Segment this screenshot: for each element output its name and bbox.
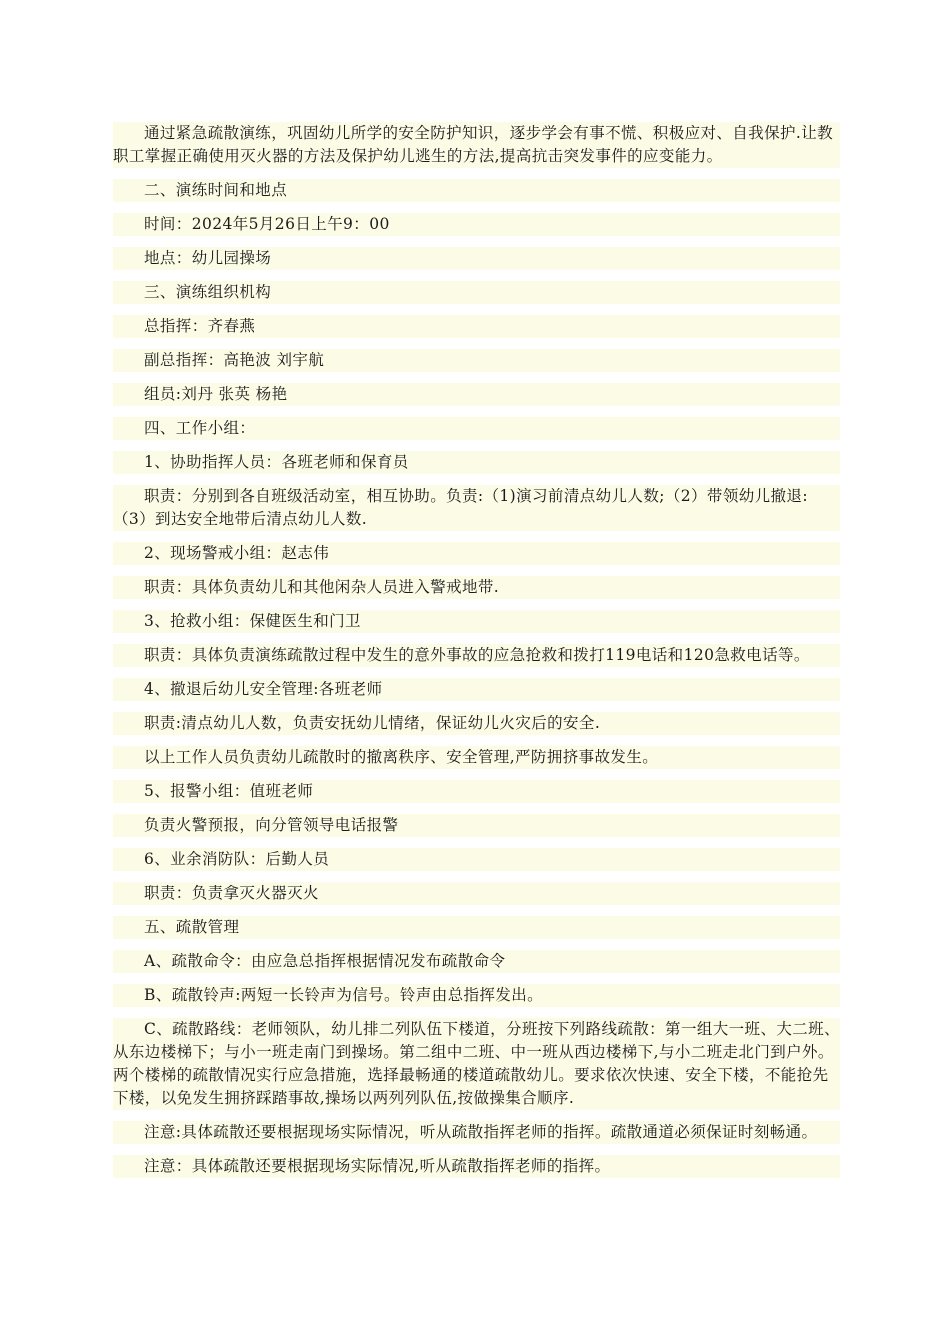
group-2-duties: 职责：具体负责幼儿和其他闲杂人员进入警戒地带.	[113, 576, 840, 599]
note-1: 注意:具体疏散还要根据现场实际情况，听从疏散指挥老师的指挥。疏散通道必须保证时刻畅通。	[113, 1121, 840, 1144]
drill-location: 地点：幼儿园操场	[113, 247, 840, 270]
team-members: 组员:刘丹 张英 杨艳	[113, 383, 840, 406]
group-5-duties: 负责火警预报，向分管领导电话报警	[113, 814, 840, 837]
deputy-commanders: 副总指挥：高艳波 刘宇航	[113, 349, 840, 372]
group-1-title: 1、协助指挥人员：各班老师和保育员	[113, 451, 840, 474]
chief-commander: 总指挥：齐春燕	[113, 315, 840, 338]
group-3-duties: 职责：具体负责演练疏散过程中发生的意外事故的应急抢救和拨打119电话和120急救电话等。	[113, 644, 840, 667]
evacuation-command: A、疏散命令：由应急总指挥根据情况发布疏散命令	[113, 950, 840, 973]
group-4-title: 4、撤退后幼儿安全管理:各班老师	[113, 678, 840, 701]
section-heading-time-place: 二、演练时间和地点	[113, 179, 840, 202]
note-2: 注意：具体疏散还要根据现场实际情况,听从疏散指挥老师的指挥。	[113, 1155, 840, 1178]
group-4-duties: 职责:清点幼儿人数，负责安抚幼儿情绪，保证幼儿火灾后的安全.	[113, 712, 840, 735]
section-heading-work-groups: 四、工作小组：	[113, 417, 840, 440]
drill-time: 时间：2024年5月26日上午9：00	[113, 213, 840, 236]
group-6-title: 6、业余消防队：后勤人员	[113, 848, 840, 871]
group-2-title: 2、现场警戒小组：赵志伟	[113, 542, 840, 565]
staff-responsibility-note: 以上工作人员负责幼儿疏散时的撤离秩序、安全管理,严防拥挤事故发生。	[113, 746, 840, 769]
evacuation-route: C、疏散路线：老师领队，幼儿排二列队伍下楼道，分班按下列路线疏散：第一组大一班、大二班、从东边楼梯下；与小一班走南门到操场。第二组中二班、中一班从西边楼梯下,与小二班走北门到户外。两个楼梯的疏散情况实行应急措施，选择最畅通的楼道疏散幼儿。要求依次快速、安全下楼，不能抢先下楼，以免发生拥挤踩踏事故,操场以两列列队伍,按做操集合顺序.	[113, 1018, 840, 1110]
section-heading-organization: 三、演练组织机构	[113, 281, 840, 304]
group-5-title: 5、报警小组：值班老师	[113, 780, 840, 803]
evacuation-bell: B、疏散铃声:两短一长铃声为信号。铃声由总指挥发出。	[113, 984, 840, 1007]
purpose-paragraph: 通过紧急疏散演练，巩固幼儿所学的安全防护知识，逐步学会有事不慌、积极应对、自我保护.让教职工掌握正确使用灭火器的方法及保护幼儿逃生的方法,提高抗击突发事件的应变能力。	[113, 122, 840, 168]
group-1-duties: 职责：分别到各自班级活动室，相互协助。负责:（1)演习前清点幼儿人数;（2）带领幼儿撤退:（3）到达安全地带后清点幼儿人数.	[113, 485, 840, 531]
section-heading-evacuation: 五、疏散管理	[113, 916, 840, 939]
group-3-title: 3、抢救小组：保健医生和门卫	[113, 610, 840, 633]
group-6-duties: 职责：负责拿灭火器灭火	[113, 882, 840, 905]
document-body	[113, 122, 840, 1189]
